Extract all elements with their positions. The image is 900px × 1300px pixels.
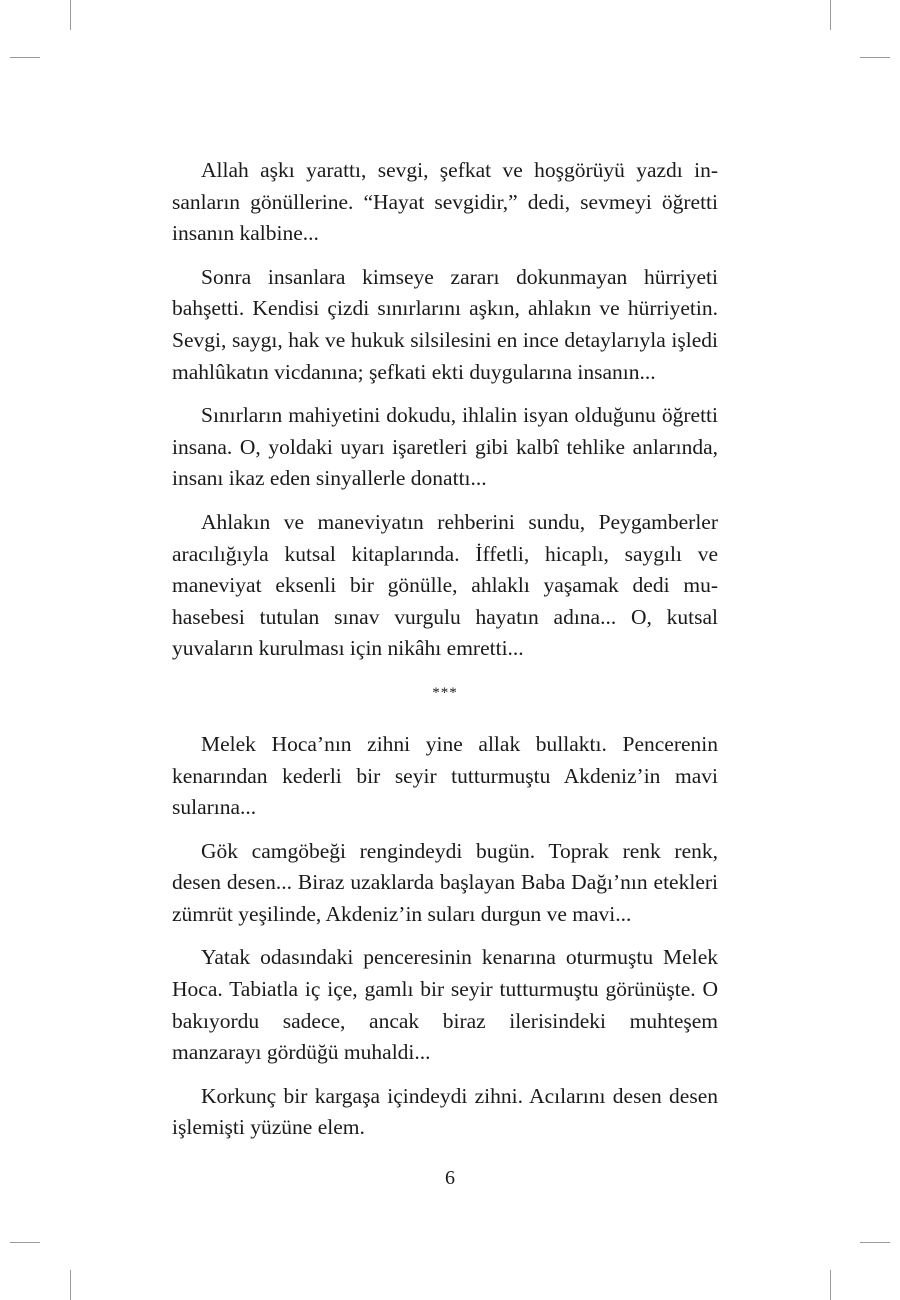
section-separator: *** bbox=[432, 684, 458, 701]
crop-mark-bottom-right bbox=[830, 1270, 831, 1300]
crop-mark-left-top bbox=[10, 57, 40, 58]
paragraph: Sınırların mahiyetini dokudu, ihlalin isyan olduğunu öğretti insana. O, yoldaki uyarı işaretleri gibi kalbî tehlike anlarında, insanı ikaz eden sinyallerle donattı... bbox=[172, 403, 718, 491]
crop-mark-right-top bbox=[860, 57, 890, 58]
paragraph: Gök camgöbeği rengindeydi bugün. Toprak renk renk, desen desen... Biraz uzaklarda başlayan Baba Dağı’nın etekleri zümrüt yeşilinde, Akdeniz’in suları durgun ve mavi... bbox=[172, 838, 718, 926]
paragraph: Melek Hoca’nın zihni yine allak bullaktı. Pencerenin kenarından kederli bir seyir tutturmuştu Akdeniz’in mavi sularına... bbox=[172, 731, 718, 820]
page-number: 6 bbox=[445, 1167, 455, 1189]
paragraph: Allah aşkı yarattı, sevgi, şefkat ve hoşgörüyü yazdı insanların gönüllerine. “Hayat sevgidir,” dedi, sevmeyi öğretti insanın kalbine... bbox=[172, 158, 718, 246]
page-body bbox=[172, 155, 718, 1156]
crop-mark-top-left bbox=[70, 0, 71, 30]
crop-mark-right-bottom bbox=[860, 1242, 890, 1243]
paragraph: Ahlakın ve maneviyatın rehberini sundu, Peygamberler aracılığıyla kutsal kitaplarında. İffetli, hicaplı, saygılı ve maneviyat eksenli bir gönülle, ahlaklı yaşamak dedi muhasebesi tutulan sınav vurgulu hayatın adına... O, kutsal yuvaların kurulması için nikâhı emretti... bbox=[172, 509, 718, 661]
crop-mark-top-right bbox=[830, 0, 831, 30]
crop-mark-bottom-left bbox=[70, 1270, 71, 1300]
crop-mark-left-bottom bbox=[10, 1242, 40, 1243]
paragraph: Sonra insanlara kimseye zararı dokunmayan hürriyeti bahşetti. Kendisi çizdi sınırlarını aşkın, ahlakın ve hürriyetin. Sevgi, saygı, hak ve hukuk silsilesini en ince detaylarıyla işledi mahlûkatın vicdanına; şefkati ekti duygularına insanın... bbox=[172, 264, 718, 384]
paragraph: Yatak odasındaki penceresinin kenarına oturmuştu Melek Hoca. Tabiatla iç içe, gamlı bir seyir tutturmuştu görünüşte. O bakıyordu sadece, ancak biraz ilerisindeki muhteşem manzarayı gördüğü muhaldi... bbox=[172, 945, 718, 1065]
paragraph: Korkunç bir kargaşa içindeydi zihni. Acılarını desen desen işlemişti yüzüne elem. bbox=[172, 1083, 718, 1140]
